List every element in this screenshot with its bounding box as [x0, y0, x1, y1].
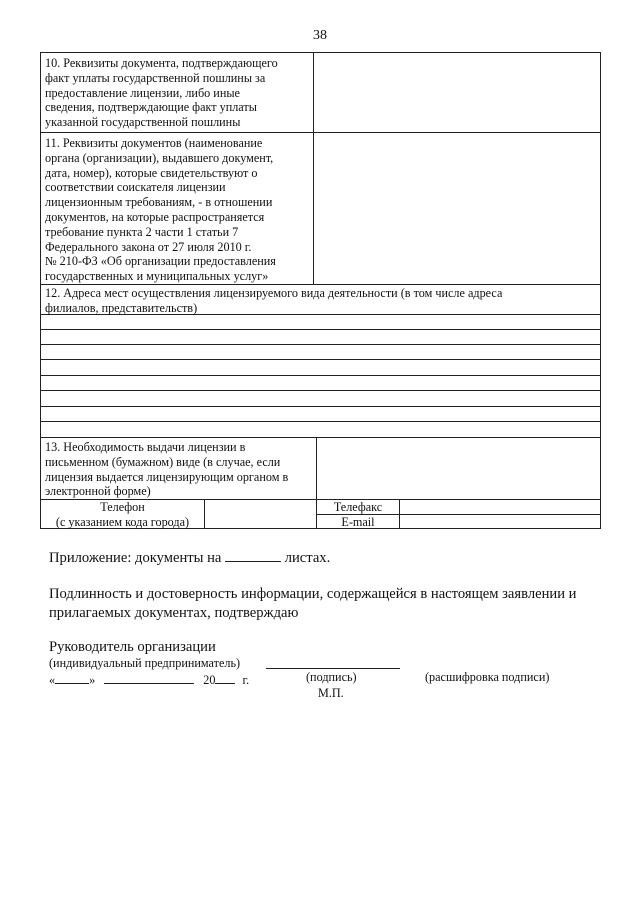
phone-label: Телефон (с указанием кода города) [55, 500, 190, 529]
row13-label: 13. Необходимость выдачи лицензии в письменном (бумажном) виде (в случае, если лицензия выдается лицензирующим органом в электронной форме) [45, 440, 289, 499]
email-label: E-mail [341, 515, 375, 529]
row12-label: 12. Адреса мест осуществления лицензируемого вида деятельности (в том числе адреса филиалов, представительств) [45, 286, 503, 315]
row10-label: 10. Реквизиты документа, подтверждающего факт уплаты государственной пошлины за предоставление лицензии, либо иные сведения, подтверждающие факт уплаты указанной государственной пошлины [45, 56, 278, 130]
ip-label: (индивидуальный предприниматель) [49, 656, 241, 670]
page-number: 38 [313, 28, 327, 43]
appendix-pages-blank[interactable] [225, 548, 281, 562]
signature-decoding-caption: (расшифровка подписи) [425, 670, 550, 684]
email-field[interactable] [401, 516, 599, 528]
fax-label: Телефакс [333, 500, 383, 514]
fax-field[interactable] [401, 501, 599, 513]
appendix-line: Приложение: документы на листах. [49, 550, 331, 566]
row11-value-field[interactable] [315, 134, 599, 283]
phone-field[interactable] [206, 501, 315, 527]
stamp-label: М.П. [318, 686, 344, 700]
confirmation-text: Подлинность и достоверность информации, содержащейся в настоящем заявлении и прилагаемых документах, подтверждаю [49, 586, 577, 621]
row12-addresses-field[interactable] [42, 316, 599, 436]
row13-value-field[interactable] [318, 439, 599, 498]
date-year-blank[interactable] [215, 670, 235, 684]
signature-line[interactable] [266, 668, 400, 669]
date-line: « » 20 г. [49, 670, 249, 688]
signature-caption: (подпись) [306, 670, 357, 684]
head-label: Руководитель организации [49, 639, 216, 655]
date-day-blank[interactable] [55, 670, 89, 684]
row11-label: 11. Реквизиты документов (наименование органа (организации), выдавшего документ, дата, номер), которые свидетельствуют о соответствии соискателя лицензии лицензионным требованиям, - в отношении документов, на которые распространяется требование пункта 2 части 1 статьи 7 Федерального закона от 27 июля 2010 г. № 210-ФЗ «Об организации предоставления государственных и муниципальных услуг» [45, 136, 276, 284]
row10-value-field[interactable] [315, 54, 599, 131]
date-month-blank[interactable] [104, 670, 194, 684]
